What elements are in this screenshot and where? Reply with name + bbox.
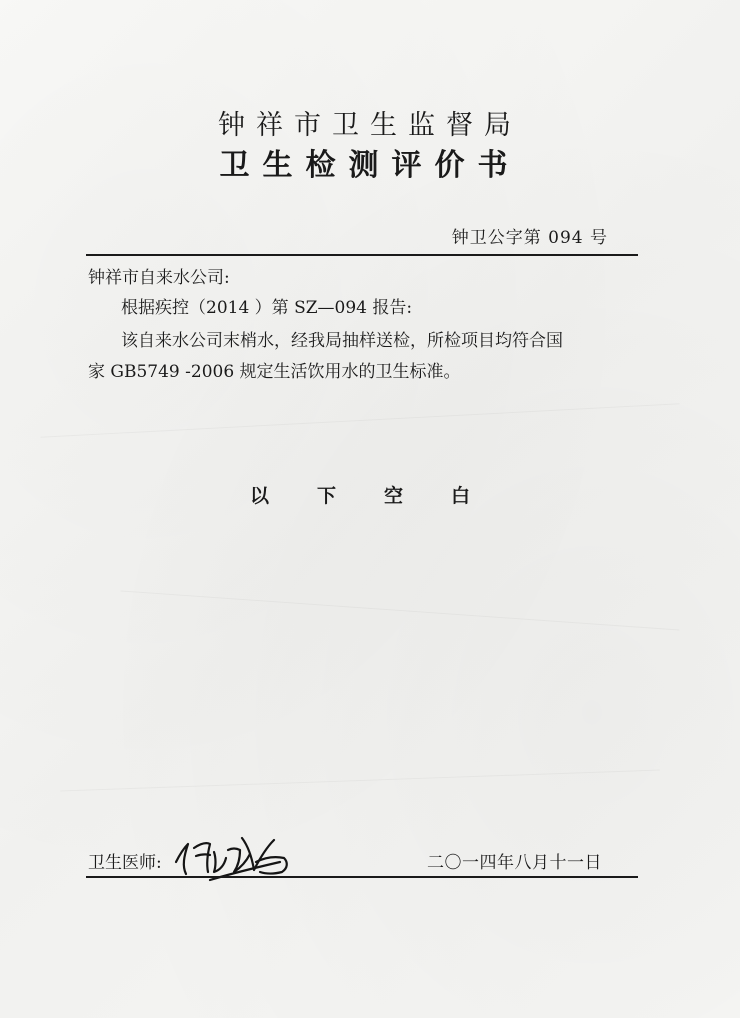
blank-mark-char: 空 [383,485,403,507]
recipient: 钟祥市自来水公司: [88,268,230,288]
blank-mark-char: 白 [450,485,470,507]
doctor-label: 卫生医师: [88,853,162,873]
body-line-finding: 该自来水公司末梢水，经我局抽样送检，所检项目均符合国 [121,331,563,351]
blank-mark-char: 下 [316,485,336,507]
bottom-divider [86,876,638,878]
issue-date: 二〇一四年八月十一日 [427,853,602,873]
blank-below-mark [250,481,470,508]
paper-crease [60,770,660,792]
document-number: 钟卫公字第 094 号 [451,228,608,248]
issuing-organization: 钟祥市卫生监督局 [218,110,522,141]
top-divider [86,254,638,256]
body-line-standard: 家 GB5749 -2006 规定生活饮用水的卫生标准。 [88,362,461,382]
document-title: 卫生检测评价书 [219,148,521,183]
paper-crease [121,590,680,630]
body-line-reference: 根据疾控（2014 ）第 SZ—094 报告: [121,298,413,318]
paper-crease [40,403,679,437]
blank-mark-char: 以 [250,485,270,507]
